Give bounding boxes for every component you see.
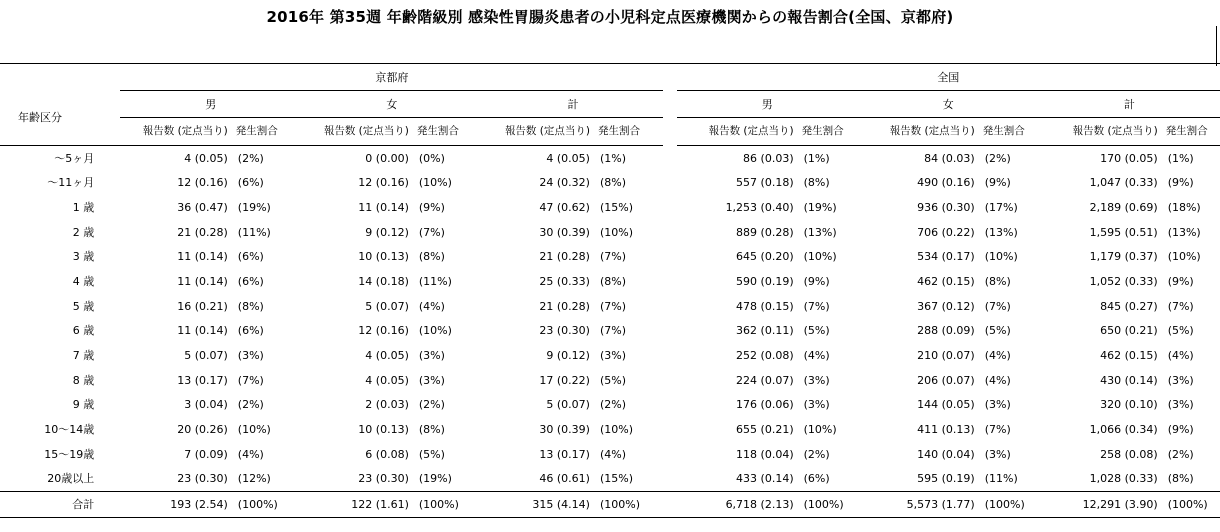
kyoto-count: 21 (0.28) — [539, 299, 590, 313]
kyoto-count: 24 (0.32) — [539, 176, 590, 190]
kyoto-rate: (10%) — [418, 324, 452, 338]
table-row — [0, 269, 1220, 294]
kyoto-count: 17 (0.22) — [539, 373, 590, 387]
national-rate: (10%) — [803, 250, 837, 264]
count-header: 報告数 (定点当り) — [1039, 118, 1164, 146]
kyoto-rate: (8%) — [599, 275, 627, 289]
kyoto-count: 23 (0.30) — [177, 472, 228, 486]
national-count: 430 (0.14) — [1100, 373, 1158, 387]
table-row — [0, 245, 1220, 270]
count-header: 報告数 (定点当り) — [301, 118, 415, 146]
kyoto-rate: (5%) — [599, 373, 627, 387]
national-count: 320 (0.10) — [1100, 398, 1158, 412]
age-column-header: 年齢区分 — [0, 91, 120, 146]
kyoto-count: 12 (0.16) — [358, 176, 409, 190]
national-rate: (10%) — [1167, 250, 1201, 264]
national-rate: (3%) — [1167, 398, 1194, 412]
kyoto-count: 11 (0.14) — [177, 324, 228, 338]
national-count: 84 (0.03) — [924, 151, 975, 165]
table-row — [0, 195, 1220, 220]
sex-header-kyoto-total: 計 — [482, 91, 663, 118]
kyoto-count: 6 (0.08) — [365, 447, 409, 461]
total-row — [0, 492, 1220, 518]
kyoto-count: 3 (0.04) — [184, 398, 228, 412]
kyoto-rate: (7%) — [599, 324, 627, 338]
national-rate: (11%) — [984, 472, 1018, 486]
age-label: 3 歳 — [72, 250, 95, 264]
table-row — [0, 368, 1220, 393]
kyoto-rate: (7%) — [237, 373, 264, 387]
kyoto-count: 14 (0.18) — [358, 275, 409, 289]
count-header: 報告数 (定点当り) — [482, 118, 596, 146]
national-rate: (7%) — [1167, 299, 1194, 313]
national-rate: (4%) — [1167, 349, 1194, 363]
age-label: 5 歳 — [72, 299, 95, 313]
kyoto-count: 30 (0.39) — [539, 423, 590, 437]
national-count: 1,047 (0.33) — [1089, 176, 1158, 190]
age-label: 10～14歳 — [44, 423, 95, 437]
kyoto-rate: (4%) — [237, 447, 264, 461]
age-label: 9 歳 — [72, 398, 95, 412]
kyoto-rate: (8%) — [418, 423, 445, 437]
national-rate: (3%) — [803, 398, 830, 412]
national-rate: (3%) — [984, 447, 1011, 461]
rate-header: 発生割合 — [415, 118, 483, 146]
kyoto-rate: (100%) — [415, 492, 483, 518]
table-row — [0, 294, 1220, 319]
kyoto-rate: (3%) — [418, 373, 445, 387]
national-rate: (100%) — [1164, 492, 1220, 518]
kyoto-count: 21 (0.28) — [539, 250, 590, 264]
national-count: 534 (0.17) — [917, 250, 975, 264]
national-rate: (7%) — [984, 299, 1011, 313]
kyoto-rate: (2%) — [237, 151, 264, 165]
national-rate: (1%) — [1167, 151, 1194, 165]
kyoto-rate: (15%) — [599, 472, 634, 486]
national-count: 1,595 (0.51) — [1089, 225, 1158, 239]
national-count: 86 (0.03) — [743, 151, 794, 165]
national-count: 706 (0.22) — [917, 225, 975, 239]
national-rate: (13%) — [803, 225, 837, 239]
national-rate: (8%) — [803, 176, 830, 190]
count-header: 報告数 (定点当り) — [677, 118, 800, 146]
rate-header: 発生割合 — [234, 118, 302, 146]
kyoto-count: 5 (0.07) — [365, 299, 409, 313]
kyoto-rate: (100%) — [596, 492, 664, 518]
national-rate: (3%) — [1167, 373, 1194, 387]
national-count: 595 (0.19) — [917, 472, 975, 486]
kyoto-rate: (4%) — [418, 299, 445, 313]
national-count: 557 (0.18) — [736, 176, 794, 190]
kyoto-count: 4 (0.05) — [546, 151, 590, 165]
table-row — [0, 146, 1220, 171]
national-count: 1,052 (0.33) — [1089, 275, 1158, 289]
national-count: 645 (0.20) — [736, 250, 794, 264]
national-count: 411 (0.13) — [917, 423, 975, 437]
kyoto-rate: (7%) — [599, 299, 627, 313]
kyoto-rate: (4%) — [599, 447, 627, 461]
national-count: 845 (0.27) — [1100, 299, 1158, 313]
national-rate: (5%) — [984, 324, 1011, 338]
region-header-national: 全国 — [677, 64, 1220, 91]
kyoto-rate: (3%) — [237, 349, 264, 363]
table-row — [0, 393, 1220, 418]
kyoto-count: 315 (4.14) — [482, 492, 596, 518]
kyoto-rate: (8%) — [237, 299, 264, 313]
kyoto-count: 193 (2.54) — [120, 492, 234, 518]
count-header: 報告数 (定点当り) — [858, 118, 981, 146]
table-row — [0, 171, 1220, 196]
national-count: 889 (0.28) — [736, 225, 794, 239]
rate-header: 発生割合 — [800, 118, 858, 146]
kyoto-count: 5 (0.07) — [546, 398, 590, 412]
kyoto-count: 13 (0.17) — [177, 373, 228, 387]
sex-header-national-male: 男 — [677, 91, 858, 118]
national-rate: (4%) — [984, 373, 1011, 387]
kyoto-count: 21 (0.28) — [177, 225, 228, 239]
table-body — [0, 146, 1220, 518]
national-count: 478 (0.15) — [736, 299, 794, 313]
national-count: 258 (0.08) — [1100, 447, 1158, 461]
kyoto-count: 4 (0.05) — [184, 151, 228, 165]
kyoto-count: 10 (0.13) — [358, 423, 409, 437]
kyoto-rate: (7%) — [599, 250, 627, 264]
table-row — [0, 220, 1220, 245]
national-count: 5,573 (1.77) — [858, 492, 981, 518]
kyoto-rate: (6%) — [237, 176, 264, 190]
national-count: 433 (0.14) — [736, 472, 794, 486]
national-rate: (8%) — [1167, 472, 1194, 486]
kyoto-rate: (100%) — [234, 492, 302, 518]
kyoto-count: 11 (0.14) — [177, 250, 228, 264]
rate-header: 発生割合 — [981, 118, 1039, 146]
kyoto-rate: (5%) — [418, 447, 445, 461]
national-count: 224 (0.07) — [736, 373, 794, 387]
kyoto-rate: (8%) — [418, 250, 445, 264]
kyoto-rate: (15%) — [599, 201, 634, 215]
kyoto-count: 25 (0.33) — [539, 275, 590, 289]
kyoto-rate: (7%) — [418, 225, 445, 239]
kyoto-count: 11 (0.14) — [177, 275, 228, 289]
national-count: 462 (0.15) — [1100, 349, 1158, 363]
kyoto-count: 46 (0.61) — [539, 472, 590, 486]
kyoto-rate: (10%) — [418, 176, 452, 190]
kyoto-rate: (0%) — [418, 151, 445, 165]
kyoto-rate: (10%) — [599, 423, 634, 437]
national-count: 1,253 (0.40) — [725, 201, 794, 215]
kyoto-count: 23 (0.30) — [539, 324, 590, 338]
national-rate: (6%) — [803, 472, 830, 486]
national-rate: (2%) — [1167, 447, 1194, 461]
kyoto-rate: (6%) — [237, 250, 264, 264]
national-count: 1,179 (0.37) — [1089, 250, 1158, 264]
kyoto-rate: (10%) — [237, 423, 271, 437]
kyoto-rate: (12%) — [237, 472, 271, 486]
kyoto-count: 122 (1.61) — [301, 492, 415, 518]
national-count: 462 (0.15) — [917, 275, 975, 289]
national-rate: (2%) — [984, 151, 1011, 165]
national-rate: (13%) — [984, 225, 1018, 239]
kyoto-rate: (19%) — [237, 201, 271, 215]
sex-header-national-female: 女 — [858, 91, 1039, 118]
table-row — [0, 467, 1220, 492]
national-rate: (4%) — [803, 349, 830, 363]
national-count: 210 (0.07) — [917, 349, 975, 363]
rate-header: 発生割合 — [1164, 118, 1220, 146]
age-label: 合計 — [0, 492, 120, 518]
national-rate: (17%) — [984, 201, 1018, 215]
table-row — [0, 343, 1220, 368]
sex-header-national-total: 計 — [1039, 91, 1220, 118]
kyoto-count: 0 (0.00) — [365, 151, 409, 165]
national-rate: (10%) — [984, 250, 1018, 264]
page-title: 2016年 第35週 年齢階級別 感染性胃腸炎患者の小児科定点医療機関からの報告割合(全国、京都府) — [266, 8, 954, 26]
national-count: 176 (0.06) — [736, 398, 794, 412]
national-count: 252 (0.08) — [736, 349, 794, 363]
national-rate: (100%) — [981, 492, 1039, 518]
table-row — [0, 319, 1220, 344]
kyoto-count: 30 (0.39) — [539, 225, 590, 239]
table-row — [0, 442, 1220, 467]
age-label: ～11ヶ月 — [47, 176, 95, 190]
kyoto-rate: (11%) — [237, 225, 271, 239]
kyoto-rate: (2%) — [599, 398, 627, 412]
national-count: 170 (0.05) — [1100, 151, 1158, 165]
kyoto-count: 47 (0.62) — [539, 201, 590, 215]
kyoto-rate: (2%) — [418, 398, 445, 412]
table-row — [0, 417, 1220, 442]
national-count: 12,291 (3.90) — [1039, 492, 1164, 518]
kyoto-rate: (9%) — [418, 201, 445, 215]
national-count: 118 (0.04) — [736, 447, 794, 461]
national-count: 144 (0.05) — [917, 398, 975, 412]
kyoto-rate: (3%) — [418, 349, 445, 363]
national-rate: (7%) — [803, 299, 830, 313]
national-count: 590 (0.19) — [736, 275, 794, 289]
national-rate: (4%) — [984, 349, 1011, 363]
kyoto-rate: (2%) — [237, 398, 264, 412]
kyoto-rate: (19%) — [418, 472, 452, 486]
national-rate: (3%) — [803, 373, 830, 387]
kyoto-count: 12 (0.16) — [177, 176, 228, 190]
national-count: 650 (0.21) — [1100, 324, 1158, 338]
national-count: 206 (0.07) — [917, 373, 975, 387]
age-label: 1 歳 — [72, 201, 95, 215]
kyoto-count: 5 (0.07) — [184, 349, 228, 363]
kyoto-count: 23 (0.30) — [358, 472, 409, 486]
national-rate: (5%) — [803, 324, 830, 338]
national-rate: (1%) — [803, 151, 830, 165]
frame-line — [1216, 26, 1217, 66]
age-label: 2 歳 — [72, 225, 95, 239]
national-rate: (9%) — [1167, 176, 1194, 190]
national-count: 140 (0.04) — [917, 447, 975, 461]
kyoto-count: 11 (0.14) — [358, 201, 409, 215]
kyoto-count: 36 (0.47) — [177, 201, 228, 215]
kyoto-count: 20 (0.26) — [177, 423, 228, 437]
national-rate: (19%) — [803, 201, 837, 215]
report-table — [0, 63, 1220, 518]
kyoto-rate: (6%) — [237, 324, 264, 338]
national-count: 490 (0.16) — [917, 176, 975, 190]
kyoto-count: 7 (0.09) — [184, 447, 228, 461]
kyoto-count: 10 (0.13) — [358, 250, 409, 264]
count-header: 報告数 (定点当り) — [120, 118, 234, 146]
kyoto-count: 12 (0.16) — [358, 324, 409, 338]
age-label: 6 歳 — [72, 324, 95, 338]
region-header-kyoto: 京都府 — [120, 64, 663, 91]
kyoto-rate: (10%) — [599, 225, 634, 239]
kyoto-rate: (1%) — [599, 151, 627, 165]
sex-header-kyoto-male: 男 — [120, 91, 301, 118]
national-rate: (2%) — [803, 447, 830, 461]
age-label: 7 歳 — [72, 349, 95, 363]
sex-header-kyoto-female: 女 — [301, 91, 482, 118]
national-count: 6,718 (2.13) — [677, 492, 800, 518]
kyoto-count: 16 (0.21) — [177, 299, 228, 313]
kyoto-count: 4 (0.05) — [365, 373, 409, 387]
age-label: 20歳以上 — [47, 472, 95, 486]
national-count: 362 (0.11) — [736, 324, 794, 338]
age-label: 8 歳 — [72, 373, 95, 387]
national-rate: (9%) — [1167, 275, 1194, 289]
national-rate: (9%) — [984, 176, 1011, 190]
national-count: 655 (0.21) — [736, 423, 794, 437]
national-rate: (18%) — [1167, 201, 1201, 215]
national-count: 936 (0.30) — [917, 201, 975, 215]
age-label: 4 歳 — [72, 275, 95, 289]
national-count: 2,189 (0.69) — [1089, 201, 1158, 215]
kyoto-count: 4 (0.05) — [365, 349, 409, 363]
kyoto-count: 9 (0.12) — [546, 349, 590, 363]
kyoto-count: 2 (0.03) — [365, 398, 409, 412]
national-rate: (10%) — [803, 423, 837, 437]
national-count: 367 (0.12) — [917, 299, 975, 313]
kyoto-rate: (11%) — [418, 275, 452, 289]
rate-header: 発生割合 — [596, 118, 664, 146]
national-rate: (8%) — [984, 275, 1011, 289]
national-count: 1,066 (0.34) — [1089, 423, 1158, 437]
national-rate: (7%) — [984, 423, 1011, 437]
kyoto-count: 13 (0.17) — [539, 447, 590, 461]
age-label: ～5ヶ月 — [54, 151, 95, 165]
kyoto-rate: (8%) — [599, 176, 627, 190]
national-rate: (9%) — [803, 275, 830, 289]
kyoto-rate: (3%) — [599, 349, 627, 363]
national-rate: (13%) — [1167, 225, 1201, 239]
national-rate: (9%) — [1167, 423, 1194, 437]
kyoto-count: 9 (0.12) — [365, 225, 409, 239]
national-rate: (5%) — [1167, 324, 1194, 338]
national-rate: (100%) — [800, 492, 858, 518]
kyoto-rate: (6%) — [237, 275, 264, 289]
age-label: 15～19歳 — [44, 447, 95, 461]
national-count: 1,028 (0.33) — [1089, 472, 1158, 486]
national-rate: (3%) — [984, 398, 1011, 412]
national-count: 288 (0.09) — [917, 324, 975, 338]
